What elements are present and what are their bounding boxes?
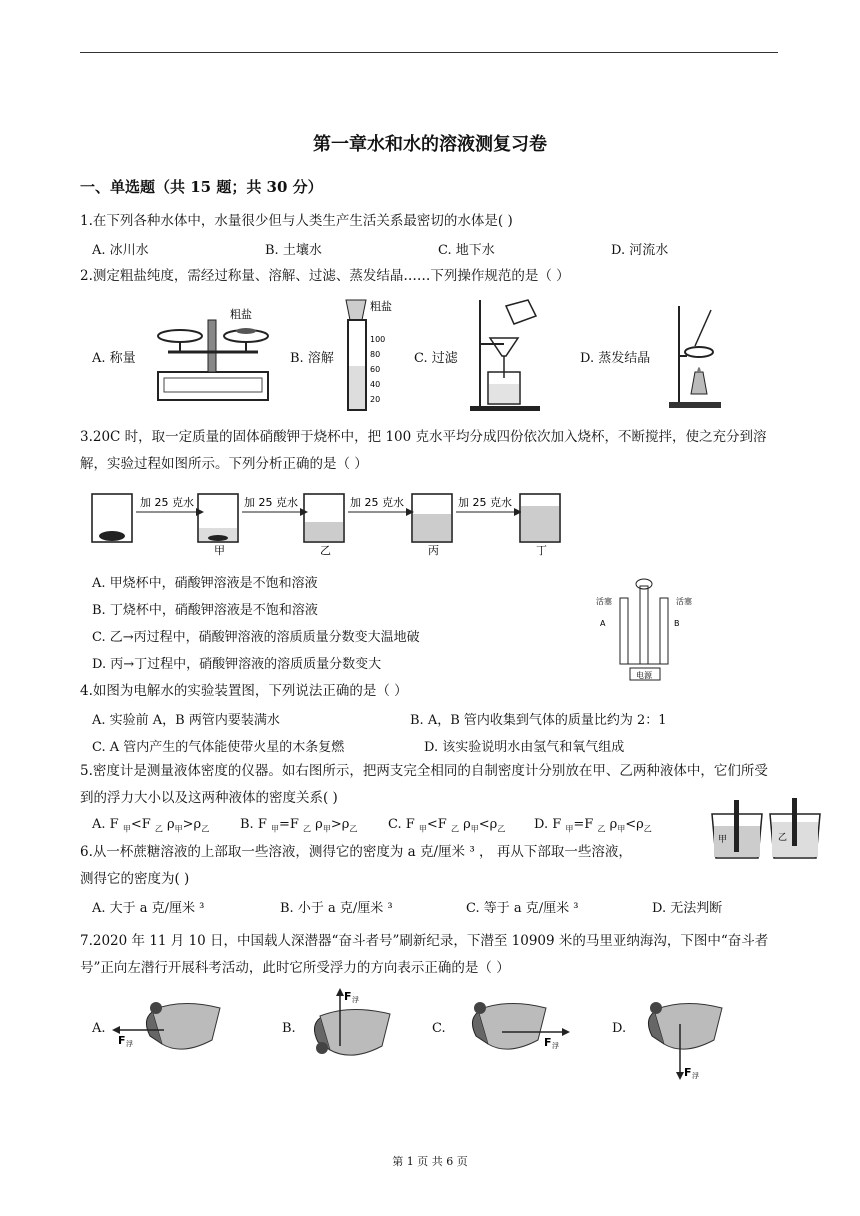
q5-option-b[interactable]: B. F $_甲$=F $_乙$ $\rho_甲>\rho_乙$ (240, 817, 358, 834)
q3-option-b[interactable]: B. 丁烧杯中，硝酸钾溶液是不饱和溶液 (92, 603, 318, 618)
tube-b-label: B (674, 619, 680, 628)
force-sub-a: 浮 (126, 1040, 133, 1048)
q3-option-c[interactable]: C. 乙→丙过程中，硝酸钾溶液的溶质质量分数变大温地破 (92, 630, 420, 645)
force-label-d: F (684, 1066, 692, 1079)
beaker-label-jia: 甲 (214, 544, 225, 557)
q7-option-c[interactable]: C. (432, 1021, 446, 1036)
q2-option-d[interactable]: D. 蒸发结晶 (580, 351, 651, 366)
page-title: 第一章水和水的溶液测复习卷 (313, 134, 547, 155)
q5-option-a[interactable]: A. F $_甲$<F $_乙$ $\rho_甲>\rho_乙$ (92, 817, 210, 834)
evaporation-image (665, 300, 725, 412)
q4-stem: 4.如图为电解水的实验装置图，下列说法正确的是（ ） (80, 683, 408, 699)
valve-left-label: 活塞 (596, 597, 612, 606)
q1-option-b[interactable]: B. 土壤水 (265, 243, 322, 258)
q2-option-b[interactable]: B. 溶解 (290, 351, 334, 366)
q6-stem-line1: 6.从一杯蔗糖溶液的上部取一些溶液，测得它的密度为 a 克/厘米 ³ ， 再从下部取一些溶液， (80, 844, 632, 860)
cylinder-tick-60: 60 (370, 365, 381, 374)
header-rule (80, 52, 778, 53)
arrow-label-3: 加 25 克水 (350, 496, 404, 509)
force-sub-b: 浮 (352, 996, 359, 1004)
q1-option-d[interactable]: D. 河流水 (611, 243, 669, 258)
electrolysis-image (594, 572, 698, 684)
cylinder-tick-20: 20 (370, 395, 381, 404)
q1-stem: 1.在下列各种水体中，水量很少但与人类生产生活关系最密切的水体是( ) (80, 213, 513, 229)
q4-option-a[interactable]: A. 实验前 A，B 两管内要装满水 (92, 713, 280, 728)
q2-option-c[interactable]: C. 过滤 (414, 351, 458, 366)
arrow-label-4: 加 25 克水 (458, 496, 512, 509)
tube-a-label: A (600, 619, 606, 628)
q7-option-a[interactable]: A. (92, 1021, 106, 1036)
valve-right-label: 活塞 (676, 597, 692, 606)
cylinder-tick-100: 100 (370, 335, 386, 344)
q6-option-a[interactable]: A. 大于 a 克/厘米 ³ (92, 901, 205, 916)
liquid-label-jia: 甲 (718, 835, 728, 845)
q4-option-b[interactable]: B. A，B 管内收集到气体的质量比约为 2：1 (410, 713, 667, 728)
page-footer: 第 1 页 共 6 页 (392, 1155, 468, 1168)
force-sub-c: 浮 (552, 1042, 559, 1050)
q6-stem-line2: 测得它的密度为( ) (80, 871, 190, 887)
liquid-label-yi: 乙 (778, 833, 788, 843)
q3-option-d[interactable]: D. 丙→丁过程中，硝酸钾溶液的溶质质量分数变大 (92, 657, 382, 672)
filter-image (462, 296, 542, 414)
q3-stem: 3.20C 时，取一定质量的固体硝酸钾于烧杯中，把 100 克水平均分成四份依次加入烧杯，不断搅拌，使之充分到溶解，实验过程如图所示。下列分析正确的是（ ） (80, 429, 767, 472)
balance-label: 粗盐 (230, 308, 252, 321)
submersible-image-c (458, 994, 578, 1064)
beaker-label-ding: 丁 (536, 544, 547, 557)
force-label-c: F (544, 1036, 552, 1049)
q7-option-b[interactable]: B. (282, 1021, 296, 1036)
q6-option-d[interactable]: D. 无法判断 (652, 901, 723, 916)
q3-option-a[interactable]: A. 甲烧杯中，硝酸钾溶液是不饱和溶液 (92, 576, 318, 591)
q7-option-d[interactable]: D. (612, 1021, 627, 1036)
q5-stem: 5.密度计是测量液体密度的仪器。如右图所示，把两支完全相同的自制密度计分别放在甲、乙两种液体中，它们所受到的浮力大小以及这两种液体的密度关系( ) (80, 763, 768, 806)
q5-option-d[interactable]: D. F $_甲$=F $_乙$ $\rho_甲<\rho_乙$ (534, 817, 652, 834)
q2-stem: 2.测定粗盐纯度，需经过称量、溶解、过滤、蒸发结晶……下列操作规范的是（ ） (80, 268, 570, 284)
arrow-label-1: 加 25 克水 (140, 496, 194, 509)
q7-stem: 7.2020 年 11 月 10 日，中国载人深潜器“奋斗者号”刷新纪录，下潜至 10909 米的马里亚纳海沟，下图中“奋斗者号”正向左潜行开展科考活动，此时它所受浮力的方向表示正确的是（ ） (80, 933, 769, 976)
q1-option-a[interactable]: A. 冰川水 (92, 243, 149, 258)
cylinder-tick-80: 80 (370, 350, 381, 359)
q4-option-d[interactable]: D. 该实验说明水由氢气和氧气组成 (424, 740, 625, 755)
force-sub-d: 浮 (692, 1072, 699, 1080)
beaker-label-yi: 乙 (320, 544, 331, 557)
q6-option-c[interactable]: C. 等于 a 克/厘米 ³ (466, 901, 579, 916)
q2-option-a[interactable]: A. 称量 (92, 351, 136, 366)
submersible-image-d (640, 994, 740, 1084)
beaker-label-bing: 丙 (428, 544, 439, 557)
force-label-a: F (118, 1034, 126, 1047)
cylinder-tick-40: 40 (370, 380, 381, 389)
density-meter-image (708, 796, 826, 864)
section-heading: 一、单选题（共 15 题；共 30 分） (80, 178, 323, 196)
power-label: 电源 (636, 671, 652, 680)
force-label-b: F (344, 990, 352, 1003)
cylinder-label: 粗盐 (370, 300, 392, 313)
beaker-sequence-image (88, 490, 568, 558)
q1-option-c[interactable]: C. 地下水 (438, 243, 495, 258)
submersible-image-b (300, 986, 410, 1076)
q5-option-c[interactable]: C. F $_甲$<F $_乙$ $\rho_甲<\rho_乙$ (388, 817, 506, 834)
q6-option-b[interactable]: B. 小于 a 克/厘米 ³ (280, 901, 393, 916)
submersible-image-a (112, 990, 232, 1068)
q4-option-c[interactable]: C. A 管内产生的气体能使带火星的木条复燃 (92, 740, 345, 755)
cylinder-image (340, 296, 400, 414)
balance-image (150, 300, 276, 410)
arrow-label-2: 加 25 克水 (244, 496, 298, 509)
